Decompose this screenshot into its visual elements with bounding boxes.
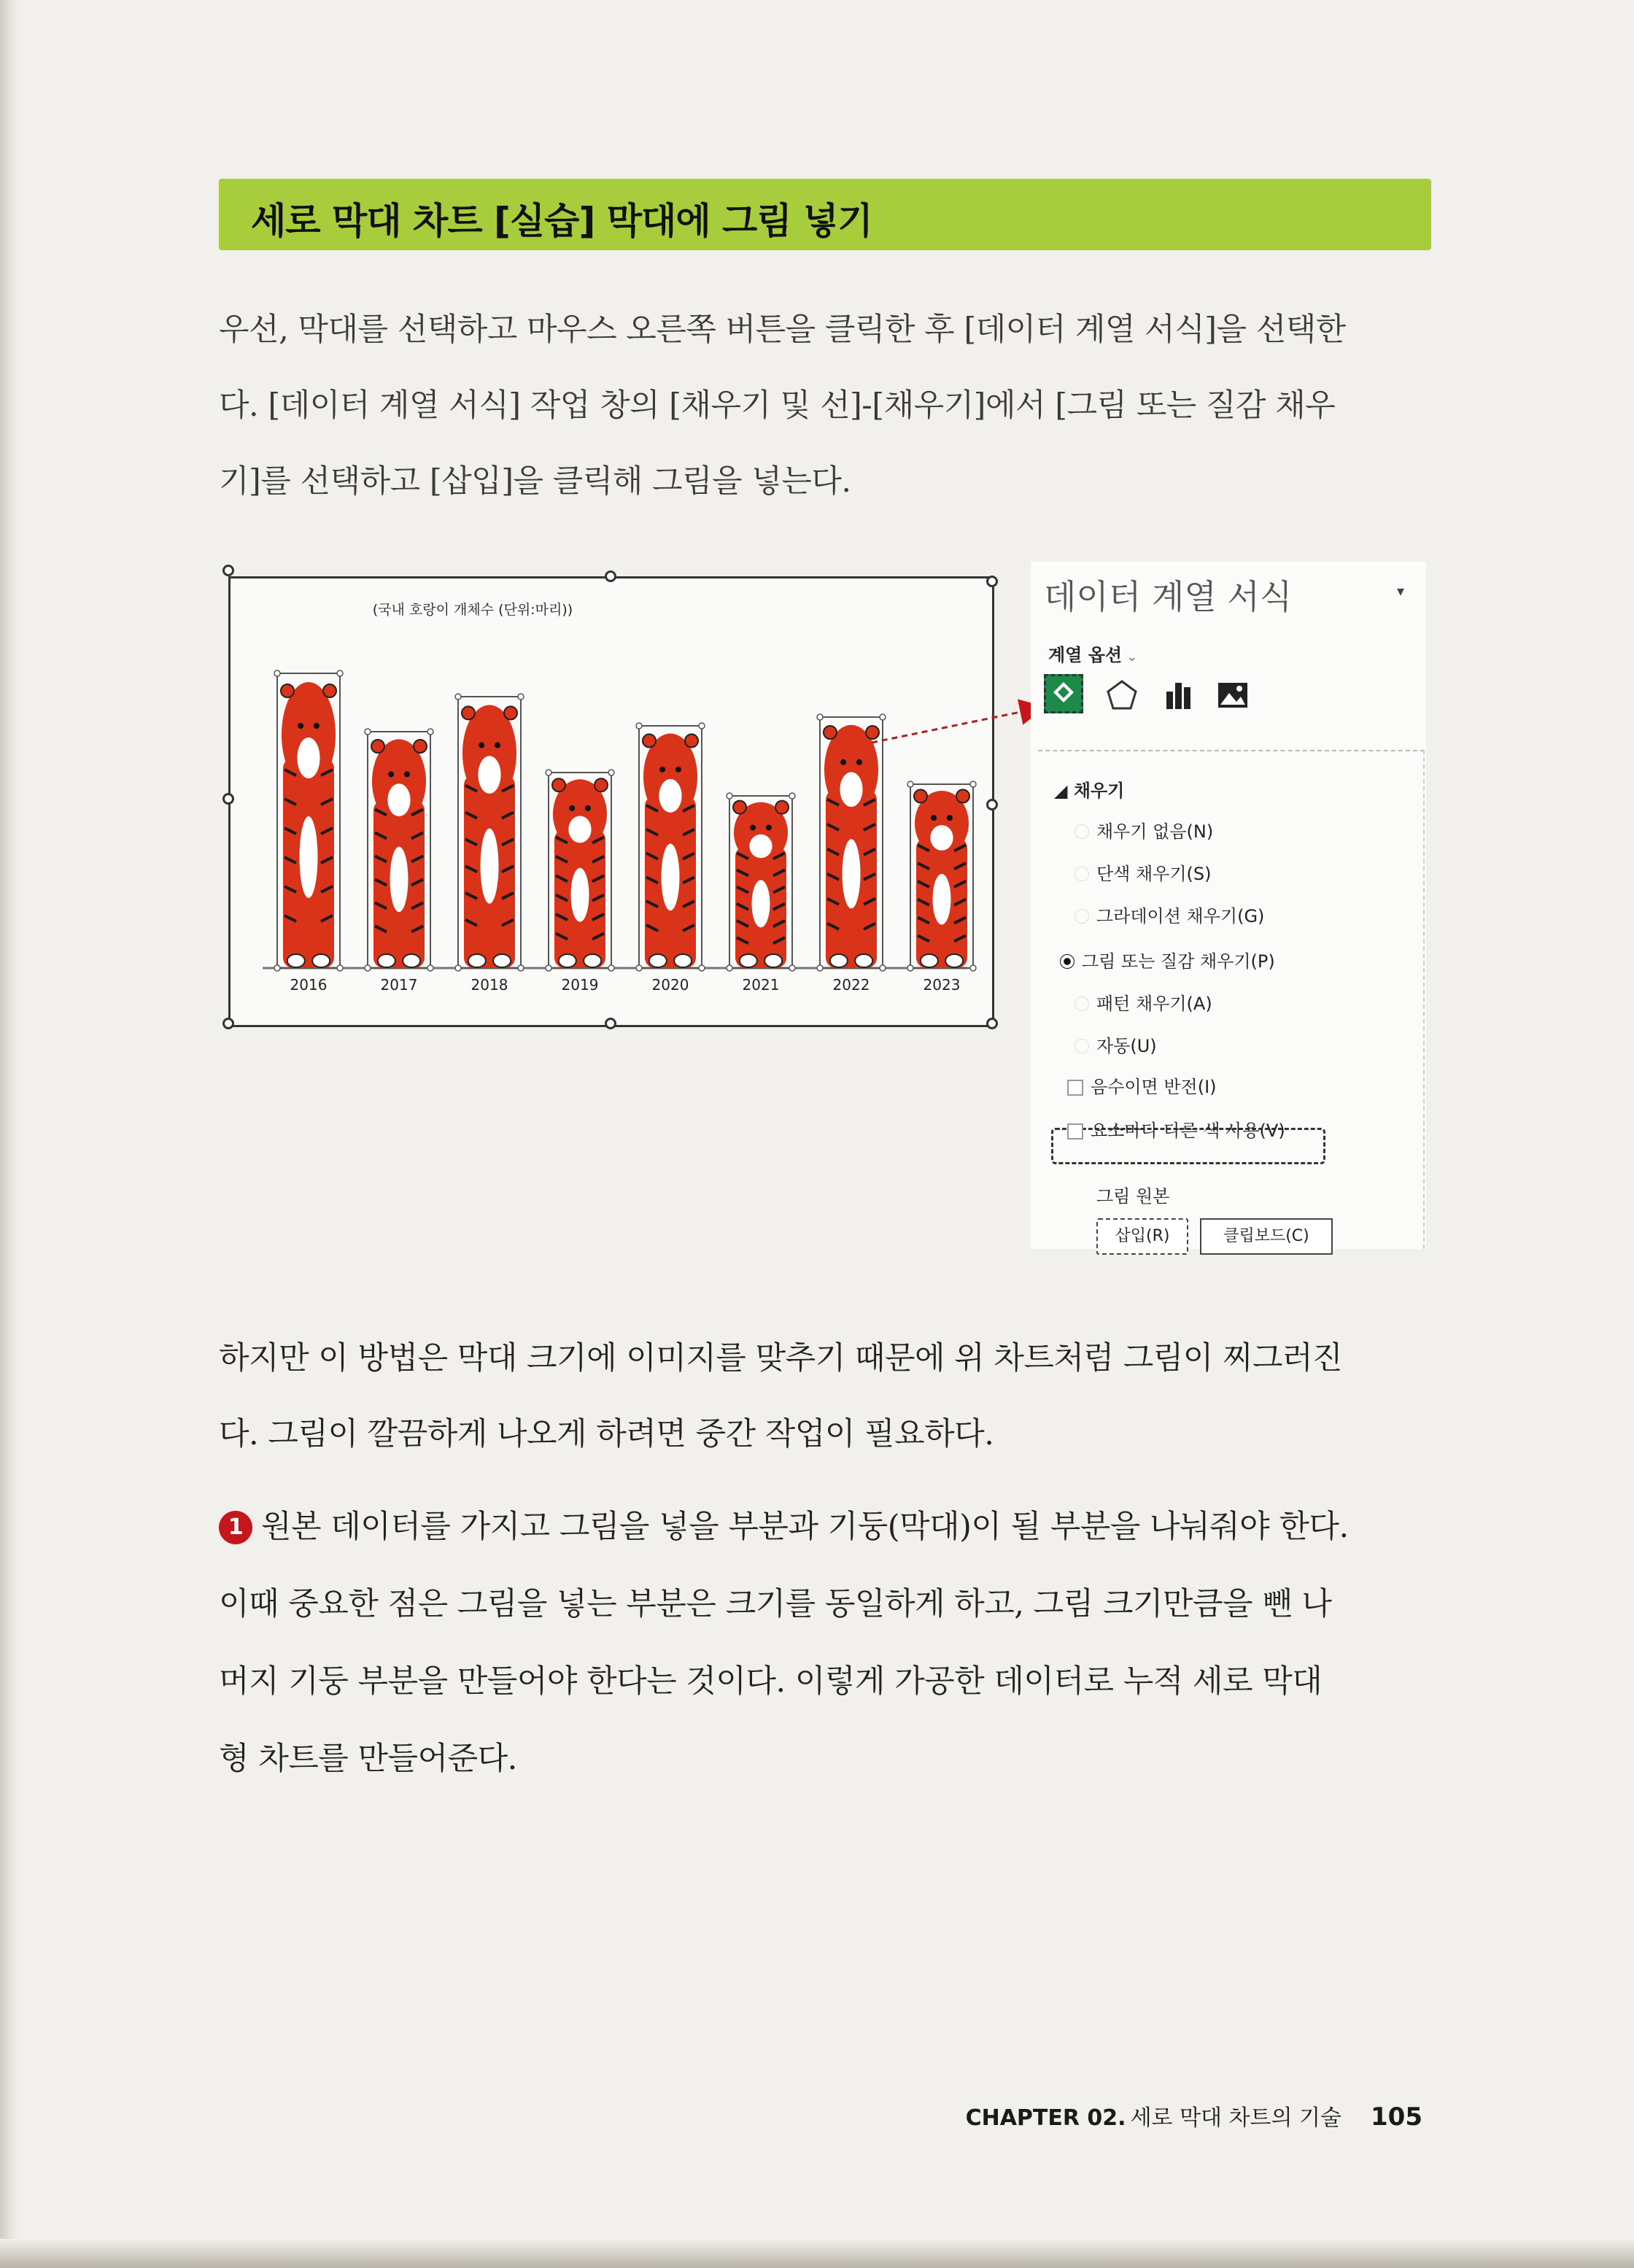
option-label: 그림 또는 질감 채우기(P) xyxy=(1082,951,1275,972)
radio-button[interactable] xyxy=(1075,1039,1089,1053)
radio-no-fill[interactable] xyxy=(1075,817,1213,843)
chart-title: (국내 호랑이 개체수 (단위:마리)) xyxy=(372,602,573,618)
step-line: 머지 기둥 부분을 만들어야 한다는 것이다. 이렇게 가공한 데이터로 누적 세로 막대 xyxy=(219,1663,1323,1700)
option-label: 단색 채우기(S) xyxy=(1096,864,1212,884)
option-label: 음수이면 반전(I) xyxy=(1091,1077,1217,1097)
fill-section-title: 채우기 xyxy=(1073,781,1125,801)
format-data-series-panel xyxy=(1031,562,1426,1249)
step-1-paragraph xyxy=(219,1488,1433,1797)
section-heading: 세로 막대 차트 [실습] 막대에 그림 넣기 xyxy=(251,200,872,242)
page-footer xyxy=(966,2099,1422,2132)
picture-icon[interactable] xyxy=(1215,677,1251,713)
option-label: 그라데이션 채우기(G) xyxy=(1096,906,1265,926)
body-line: 하지만 이 방법은 막대 크기에 이미지를 맞추기 때문에 위 차트처럼 그림이 찌그러진 xyxy=(219,1340,1343,1377)
intro-line: 우선, 막대를 선택하고 마우스 오른쪽 버튼을 클릭한 후 [데이터 계열 서식]을 선택한 xyxy=(219,311,1346,348)
radio-automatic[interactable] xyxy=(1075,1032,1157,1057)
radio-gradient-fill[interactable] xyxy=(1075,902,1264,927)
radio-picture-texture-fill[interactable] xyxy=(1060,947,1275,972)
checkbox[interactable] xyxy=(1067,1080,1083,1096)
fill-section-header[interactable] xyxy=(1054,776,1124,802)
radio-button-selected[interactable] xyxy=(1060,954,1075,969)
radio-button[interactable] xyxy=(1075,867,1089,881)
x-tick-label: 2019 xyxy=(561,976,599,994)
clipboard-button[interactable]: 클립보드(C) xyxy=(1200,1218,1333,1255)
step-line-text: 원본 데이터를 가지고 그림을 넣을 부분과 기둥(막대)이 될 부분을 나눠줘야 한다. xyxy=(261,1509,1349,1545)
radio-button[interactable] xyxy=(1075,996,1089,1011)
panel-title: 데이터 계열 서식 xyxy=(1044,577,1293,616)
insert-button[interactable]: 삽입(R) xyxy=(1096,1218,1188,1255)
checkbox[interactable] xyxy=(1067,1123,1083,1139)
x-tick-label: 2016 xyxy=(290,976,328,994)
series-options-icon[interactable] xyxy=(1161,677,1197,713)
radio-solid-fill[interactable] xyxy=(1075,859,1212,885)
collapse-triangle-icon: ◢ xyxy=(1054,781,1074,801)
footer-chapter-title: 세로 막대 차트의 기술 xyxy=(1130,2105,1342,2131)
step-number-badge: 1 xyxy=(219,1511,252,1544)
fill-line-icon[interactable] xyxy=(1044,674,1083,713)
intro-line: 기]를 선택하고 [삽입]을 클릭해 그림을 넣는다. xyxy=(219,463,851,500)
x-tick-label: 2023 xyxy=(923,976,961,994)
page-bottom-shadow xyxy=(0,2239,1634,2268)
body-line: 다. 그림이 깔끔하게 나오게 하려면 중간 작업이 필요하다. xyxy=(219,1416,994,1452)
x-tick-label: 2017 xyxy=(380,976,418,994)
fill-section xyxy=(1038,750,1425,1249)
radio-pattern-fill[interactable] xyxy=(1075,989,1212,1015)
option-label: 채우기 없음(N) xyxy=(1096,821,1214,842)
body-paragraph xyxy=(219,1320,1433,1472)
option-label: 패턴 채우기(A) xyxy=(1096,994,1212,1014)
x-tick-label: 2021 xyxy=(742,976,780,994)
checkbox-invert-negative[interactable] xyxy=(1067,1072,1217,1098)
radio-button[interactable] xyxy=(1075,909,1089,924)
x-tick-label: 2022 xyxy=(832,976,870,994)
x-tick-label: 2020 xyxy=(651,976,689,994)
x-tick-label: 2018 xyxy=(471,976,508,994)
option-label: 자동(U) xyxy=(1096,1036,1157,1056)
option-label: 요소마다 다른 색 사용(V) xyxy=(1091,1121,1285,1141)
panel-menu-icon[interactable]: ▾ xyxy=(1396,582,1404,600)
step-line: 형 차트를 만들어준다. xyxy=(219,1741,517,1777)
series-options-dropdown[interactable] xyxy=(1048,640,1137,666)
step-line xyxy=(219,1488,1433,1565)
intro-line: 다. [데이터 계열 서식] 작업 창의 [채우기 및 선]-[채우기]에서 [그림 또는 질감 채우 xyxy=(219,387,1336,424)
picture-source-label: 그림 원본 xyxy=(1096,1186,1170,1207)
step-line: 이때 중요한 점은 그림을 넣는 부분은 크기를 동일하게 하고, 그림 크기만큼을 뺀 나 xyxy=(219,1586,1332,1622)
chevron-down-icon: ⌄ xyxy=(1126,649,1138,665)
checkbox-vary-colors[interactable] xyxy=(1067,1116,1285,1142)
footer-chapter: CHAPTER 02. xyxy=(965,2105,1126,2131)
series-options-label: 계열 옵션 xyxy=(1048,645,1123,665)
page-number: 105 xyxy=(1371,2102,1422,2132)
paint-bucket-icon xyxy=(1046,676,1081,711)
effects-icon[interactable] xyxy=(1104,677,1140,713)
radio-button[interactable] xyxy=(1075,824,1089,839)
